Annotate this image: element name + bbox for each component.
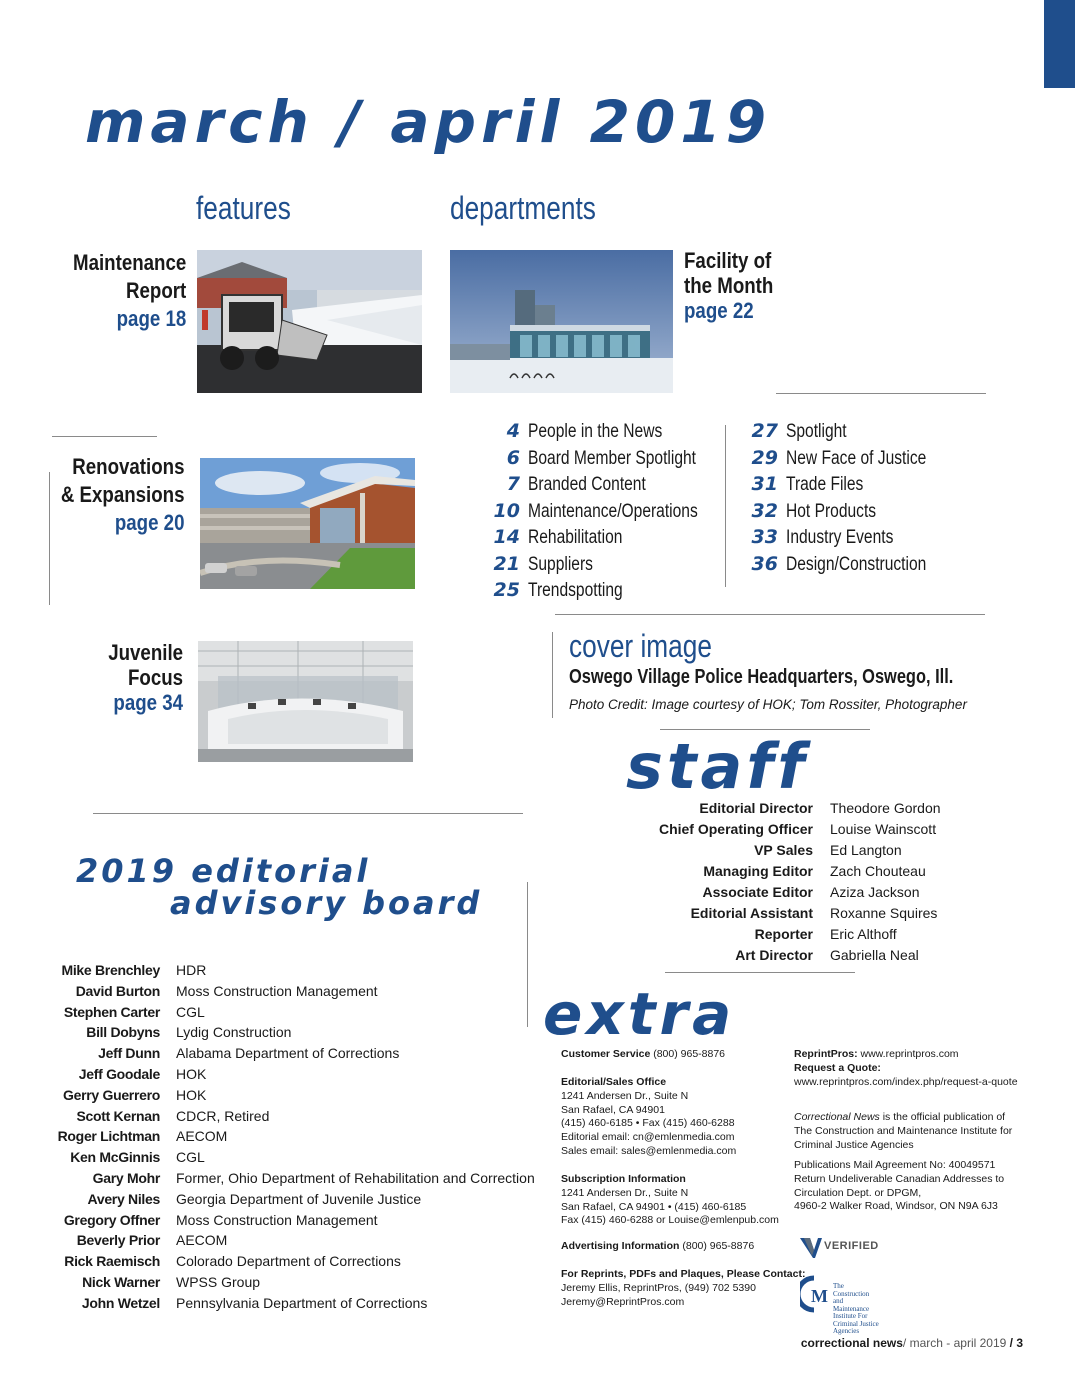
customer-service-label: Customer Service [561,1048,651,1060]
board-member-name: Avery Niles [87,1190,160,1207]
toc-page-number: 33 [751,526,778,548]
facility-title-line1: Facility of [684,248,772,273]
toc-page-number: 10 [493,499,520,522]
divider [49,472,50,605]
feature-title-line2: Report [125,278,186,303]
subscription-line: 1241 Andersen Dr., Suite N [561,1186,689,1199]
customer-service [561,1048,725,1062]
toc-label: People in the News [528,421,663,442]
toc-label: Industry Events [786,527,894,548]
board-row [0,962,530,983]
footer-issue: / march - april 2019 [902,1336,1007,1350]
board-member-name: Gerry Guerrero [63,1086,160,1103]
board-row [0,1149,530,1170]
svg-text:M: M [811,1286,828,1306]
editorial-office-line: San Rafael, CA 94901 [561,1103,665,1116]
board-member-name: Roger Lichtman [57,1128,160,1145]
facility-page: page 22 [684,298,754,323]
advertising-phone: (800) 965-8876 [682,1240,755,1252]
footer-page-number: / 3 [1009,1336,1023,1350]
editorial-office-line: (415) 460-6185 • Fax (415) 460-6288 [561,1117,735,1130]
mail-line: Circulation Dept. or DPGM, [794,1186,922,1199]
staff-role: Reporter [754,926,813,942]
staff-name: Eric Althoff [830,926,897,942]
feature-title-line2: & Expansions [60,482,184,507]
departments-heading: departments [450,190,596,226]
board-member-org: AECOM [176,1128,228,1145]
mail-line: Return Undeliverable Canadian Addresses to [794,1172,1005,1185]
staff-name: Theodore Gordon [830,800,941,816]
board-row [0,1253,530,1274]
toc-page-number: 32 [751,499,778,522]
board-member-org: HOK [176,1086,207,1103]
mail-line: 4960-2 Walker Road, Windsor, ON N9A 6J3 [794,1200,998,1213]
toc-label: Hot Products [786,500,877,522]
staff-heading: staff [626,730,809,803]
feature-title-line2: Focus [127,665,183,690]
board-row [0,1274,530,1295]
feature-page: page 18 [116,306,186,331]
board-member-org: Lydig Construction [176,1024,292,1041]
staff-name: Ed Langton [830,842,902,858]
feature-page: page 20 [114,510,184,535]
mail-line: Publications Mail Agreement No: 40049571 [794,1159,996,1171]
divider [776,393,986,394]
toc-item[interactable] [745,473,957,500]
board-member-org: Moss Construction Management [176,982,378,999]
subscription-line: San Rafael, CA 94901 • (415) 460-6185 [561,1200,747,1213]
toc-item[interactable] [486,420,735,447]
board-member-name: Stephen Carter [63,1003,160,1020]
board-row [0,1108,530,1129]
toc-label: New Face of Justice [786,447,927,469]
toc-page-number: 7 [506,473,520,495]
quote-url[interactable]: www.reprintpros.com/index.php/request-a-quote [794,1075,1018,1088]
toc-page-number: 21 [493,552,520,575]
toc-label: Branded Content [528,474,646,495]
mail-agreement [794,1159,1004,1214]
staff-row [554,842,1014,863]
reprintpros [794,1048,1018,1089]
staff-row [554,947,1014,968]
board-member-org: HOK [176,1066,207,1082]
toc-page-number: 25 [493,579,520,601]
staff-row [554,800,1014,821]
toc-page-number: 29 [751,446,778,469]
board-row [0,1232,530,1253]
features-heading: features [196,190,291,226]
reprints-info [561,1268,805,1309]
toc-label: Board Member Spotlight [528,447,697,469]
verified-logo-text: VERIFIED [824,1240,879,1252]
verified-logo [800,1236,900,1262]
board-row [0,1024,530,1045]
toc-item[interactable] [745,500,957,527]
extra-heading: extra [543,980,736,1048]
photo-snow-loader [197,250,422,393]
staff-role: Managing Editor [703,863,813,879]
official-pub-line: is the official publication of [882,1111,1006,1123]
toc-label: Design/Construction [786,553,927,575]
toc-label: Trendspotting [528,580,623,601]
toc-item[interactable] [486,473,735,500]
feature-page: page 34 [113,690,183,715]
staff-role: Chief Operating Officer [658,821,813,837]
issue-title: march / april 2019 [85,88,772,156]
staff-row [554,884,1014,905]
board-row [0,1128,530,1149]
subscription-line: Fax (415) 460-6288 or Louise@emlenpub.com [561,1214,779,1227]
board-member-org: CGL [176,1149,205,1166]
toc-item[interactable] [486,526,735,553]
toc-item[interactable] [486,553,735,580]
toc-item[interactable] [745,526,957,553]
departments-list-right [745,420,957,579]
staff-role: Associate Editor [702,884,813,900]
board-member-name: Gary Mohr [92,1170,160,1186]
toc-page-number: 4 [506,420,520,442]
divider [52,436,157,437]
reprintpros-label: ReprintPros: [794,1048,858,1060]
photo-school-building [200,458,415,589]
board-row [0,1295,530,1316]
board-member-name: John Wetzel [81,1294,160,1311]
toc-page-number: 6 [506,446,520,469]
cover-title: Oswego Village Police Headquarters, Oswego, Ill. [569,666,954,688]
board-row [0,983,530,1004]
toc-page-number: 36 [751,552,778,575]
quote-label: Request a Quote: [794,1061,881,1074]
board-member-name: Ken McGinnis [70,1149,160,1166]
feature-title-line1: Juvenile [108,640,183,665]
cover-image-heading: cover image [569,628,712,664]
board-member-org: WPSS Group [176,1274,261,1290]
board-member-org: Pennsylvania Department of Corrections [176,1294,428,1311]
staff-role: VP Sales [754,842,813,858]
board-member-name: Bill Dobyns [86,1024,160,1041]
editorial-office-label: Editorial/Sales Office [561,1076,667,1088]
editorial-email[interactable]: Editorial email: cn@emlenmedia.com [561,1131,735,1144]
board-member-name: David Burton [75,982,160,999]
staff-name: Aziza Jackson [830,884,920,900]
photo-facility [450,250,673,393]
reprints-email[interactable]: Jeremy@ReprintPros.com [561,1295,685,1308]
editorial-office [561,1076,736,1159]
toc-label: Maintenance/Operations [528,500,698,522]
board-member-name: Jeff Dunn [98,1045,160,1062]
board-heading-line2: advisory board [170,884,483,922]
board-member-org: Former, Ohio Department of Rehabilitation and Correction [176,1170,535,1186]
footer-publication: correctional news [800,1336,903,1350]
toc-item[interactable] [745,553,957,580]
divider [725,425,726,587]
board-member-org: Moss Construction Management [176,1211,378,1228]
board-row [0,1066,530,1087]
customer-service-phone: (800) 965-8876 [653,1048,726,1060]
staff-row [554,863,1014,884]
board-member-name: Nick Warner [82,1274,160,1290]
board-member-org: Georgia Department of Juvenile Justice [176,1190,422,1207]
toc-item[interactable] [486,500,735,527]
board-member-name: Beverly Prior [76,1232,160,1249]
divider [552,632,553,718]
staff-row [554,926,1014,947]
board-member-name: Jeff Goodale [78,1066,160,1082]
board-member-org: Alabama Department of Corrections [176,1045,400,1062]
divider [555,614,985,615]
page-footer [801,1336,1023,1350]
toc-item[interactable] [486,447,735,474]
toc-item[interactable] [745,447,957,474]
board-row [0,1045,530,1066]
official-publication [794,1111,1012,1152]
reprints-line: Jeremy Ellis, ReprintPros, (949) 702 5390 [561,1281,756,1294]
toc-label: Trade Files [786,474,864,495]
board-member-org: Colorado Department of Corrections [176,1253,401,1270]
official-pub-line: Criminal Justice Agencies [794,1138,914,1151]
toc-label: Suppliers [528,553,593,575]
corner-tab [1044,0,1075,88]
reprints-label: For Reprints, PDFs and Plaques, Please Contact: [561,1268,806,1280]
board-row [0,1004,530,1025]
editorial-office-line: 1241 Andersen Dr., Suite N [561,1089,689,1102]
toc-item[interactable] [486,579,735,606]
board-heading-line1: 2019 editorial [76,852,371,890]
toc-label: Spotlight [786,421,847,442]
board-member-org: AECOM [176,1232,228,1249]
staff-role: Editorial Assistant [690,905,813,921]
board-member-name: Gregory Offner [63,1211,160,1228]
board-member-name: Mike Brenchley [61,962,160,978]
staff-row [554,821,1014,842]
divider [665,972,855,973]
subscription-label: Subscription Information [561,1173,686,1185]
staff-name: Gabriella Neal [830,947,919,963]
cmi-logo [800,1274,880,1335]
staff-role: Editorial Director [699,800,813,816]
board-row [0,1087,530,1108]
staff-row [554,905,1014,926]
board-row [0,1170,535,1191]
board-member-name: Rick Raemisch [64,1253,160,1270]
board-member-org: CGL [176,1003,205,1020]
staff-name: Roxanne Squires [830,905,938,921]
board-member-org: CDCR, Retired [176,1107,270,1124]
staff-name: Louise Wainscott [830,821,937,837]
board-member-org: HDR [176,962,207,978]
subscription-info [561,1173,779,1228]
cover-credit: Photo Credit: Image courtesy of HOK; Tom Rossiter, Photographer [569,697,967,712]
reprintpros-url[interactable]: www.reprintpros.com [860,1048,959,1060]
official-pub-line: The Construction and Maintenance Institute for [794,1124,1013,1137]
feature-title-line1: Maintenance [72,250,186,275]
official-pub-title: Correctional News [794,1111,880,1123]
toc-label: Rehabilitation [528,527,623,548]
staff-role: Art Director [735,947,813,963]
departments-list-left [486,420,735,606]
feature-title-line1: Renovations [71,454,184,479]
toc-page-number: 31 [751,473,778,495]
facility-of-the-month[interactable] [684,248,884,323]
staff-list [554,800,1014,970]
cmi-logo-text: The Construction and Maintenance Institute For Criminal Justice Agencies [833,1282,879,1335]
divider [93,813,523,814]
toc-page-number: 27 [751,420,778,442]
board-row [0,1191,530,1212]
sales-email[interactable]: Sales email: sales@emlenmedia.com [561,1144,737,1157]
photo-juvenile-interior [198,641,413,762]
toc-item[interactable] [745,420,957,447]
board-row [0,1212,530,1233]
toc-page-number: 14 [493,526,520,548]
advertising-info [561,1240,754,1254]
staff-name: Zach Chouteau [830,863,926,879]
advertising-label: Advertising Information [561,1240,680,1252]
facility-title-line2: the Month [684,273,774,298]
board-member-name: Scott Kernan [76,1107,160,1124]
